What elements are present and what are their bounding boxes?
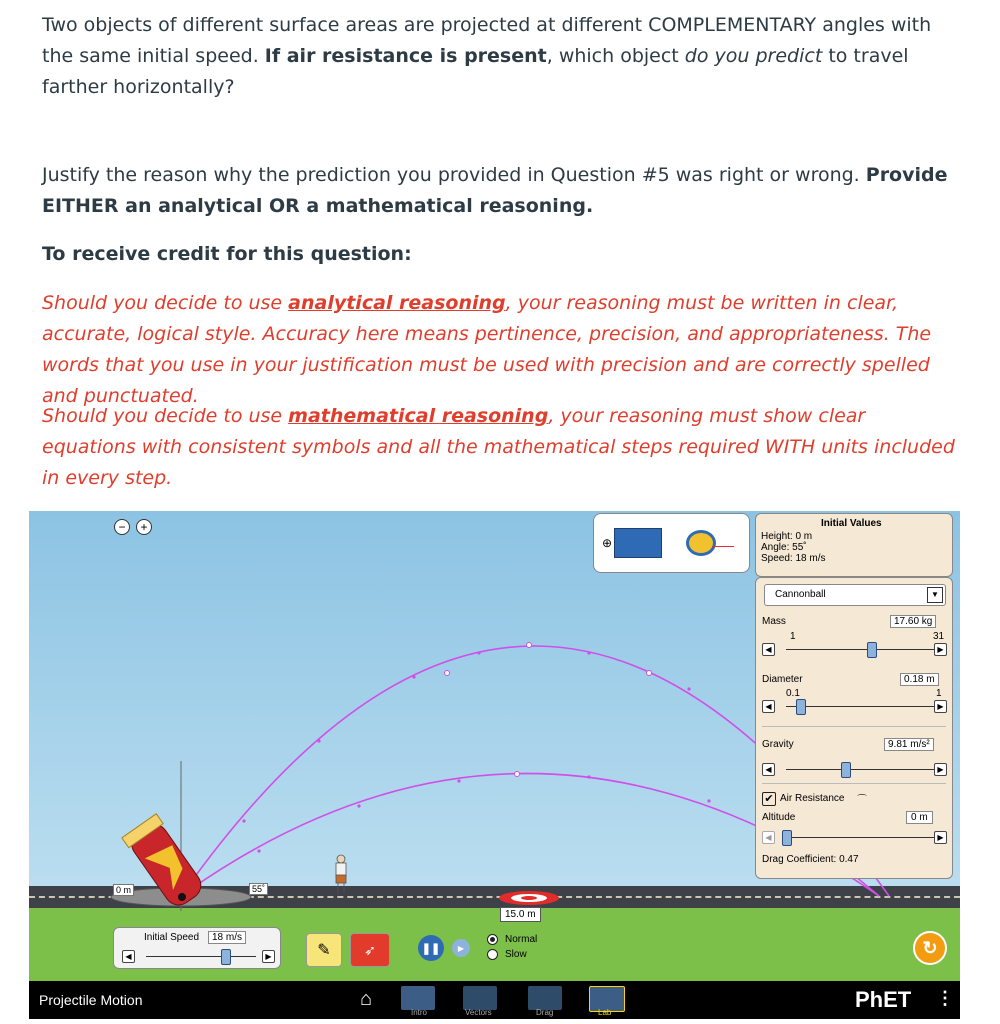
fire-button[interactable] (350, 933, 390, 967)
phet-logo[interactable]: PhET (855, 987, 912, 1012)
speed-slider-thumb[interactable] (221, 949, 231, 965)
mathematical-text: , your reasoning must show clear equations with consistent symbols and all the mathematical steps required WITH units included in every step. (42, 405, 955, 489)
reset-icon: ↻ (922, 937, 938, 958)
target-distance-label: 15.0 m (500, 907, 541, 922)
nav-intro-label: Intro (411, 1008, 428, 1017)
radio-slow-label: Slow (505, 949, 527, 960)
mathematical-text: Should you decide to use (42, 405, 289, 427)
speed-decrement-button[interactable]: ◀ (122, 950, 135, 963)
altitude-increment-button[interactable]: ▶ (934, 831, 947, 844)
zoom-in-icon[interactable]: + (136, 519, 152, 535)
trajectory-dot (707, 799, 710, 802)
diameter-slider-thumb[interactable] (796, 699, 806, 715)
radio-normal[interactable] (487, 934, 498, 945)
projectile-select[interactable] (764, 584, 946, 606)
nav-drag-label: Drag (536, 1008, 554, 1017)
trajectory-dot (357, 804, 360, 807)
projectile-motion-sim (29, 511, 960, 1019)
person-figure (336, 855, 346, 893)
trajectory-marker (445, 671, 450, 676)
diameter-value: 0.18 m (900, 673, 939, 686)
nav-lab-label: Lab (598, 1008, 612, 1017)
altitude-slider-track[interactable] (786, 837, 940, 838)
question-paragraph (42, 10, 962, 103)
analytical-text: Should you decide to use (42, 292, 289, 314)
trajectory-dot (477, 651, 480, 654)
mass-label: Mass (762, 616, 786, 627)
gravity-slider-track[interactable] (786, 769, 940, 770)
mass-slider-track[interactable] (786, 649, 940, 650)
analytical-bold: analytical reasoning (288, 292, 506, 314)
nav-vectors-button[interactable] (463, 986, 497, 1010)
mass-increment-button[interactable]: ▶ (934, 643, 947, 656)
speed-increment-button[interactable]: ▶ (262, 950, 275, 963)
diameter-label: Diameter (762, 674, 803, 685)
initial-speed: Speed: 18 m/s (761, 553, 826, 564)
air-resistance-label: Air Resistance (780, 793, 845, 804)
nav-intro-button[interactable] (401, 986, 435, 1010)
question-italic-text: do you predict (684, 45, 823, 67)
altitude-slider-thumb[interactable] (782, 830, 792, 846)
cannon-icon: ➶ (364, 941, 376, 958)
nav-vectors-label: Vectors (465, 1008, 492, 1017)
question-text: Two objects of different surface areas are projected at different COMPLEMENTARY angles with the same initial speed. (42, 14, 932, 67)
pause-icon: ❚❚ (421, 942, 441, 955)
analytical-instructions (42, 288, 962, 412)
menu-icon[interactable]: ⋮ (936, 988, 954, 1008)
question-bold-text: If air resistance is present (264, 45, 547, 67)
mass-decrement-button[interactable]: ◀ (762, 643, 775, 656)
question-text: , which object (546, 45, 685, 67)
app-title: Projectile Motion (39, 992, 143, 1008)
trajectory-dot (687, 687, 690, 690)
trajectory-dot (242, 819, 245, 822)
diameter-max: 1 (936, 688, 942, 699)
analytical-text: , your reasoning must be written in clear, accurate, logical style. Accuracy here means pertinence, precision, and appropriateness. The words that you use in your justification must be used with precision and are correctly spelled and punctuated. (42, 292, 932, 407)
trajectory-marker (527, 643, 532, 648)
home-icon[interactable]: ⌂ (360, 988, 373, 1010)
tape-measure-icon[interactable] (686, 530, 716, 556)
gravity-increment-button[interactable]: ▶ (934, 763, 947, 776)
gravity-decrement-button[interactable]: ◀ (762, 763, 775, 776)
projectile-select-value: Cannonball (775, 589, 826, 600)
target-center (521, 896, 537, 900)
altitude-value: 0 m (906, 811, 933, 824)
air-resistance-checkbox[interactable]: ✔ (762, 792, 776, 806)
reset-all-button[interactable] (913, 931, 947, 965)
trajectory-dot (587, 775, 590, 778)
eraser-icon: ✎ (317, 942, 331, 959)
initial-values-title: Initial Values (821, 518, 882, 529)
gravity-slider-thumb[interactable] (841, 762, 851, 778)
divider (762, 726, 946, 727)
air-drag-icon: ⌒ (857, 795, 867, 806)
justify-bold-text: Provide EITHER an analytical OR a mathematical reasoning. (42, 164, 948, 217)
trajectory-dot (257, 849, 260, 852)
eraser-button[interactable] (306, 933, 342, 967)
initial-speed-panel (113, 927, 281, 969)
tape-measure-tape (712, 546, 734, 547)
crosshair-icon[interactable]: ⊕ (602, 536, 613, 550)
radio-normal-dot (490, 937, 495, 942)
trajectory-marker (515, 772, 520, 777)
drag-coefficient-label: Drag Coefficient: 0.47 (762, 854, 859, 865)
gravity-value: 9.81 m/s² (884, 738, 934, 751)
mass-slider-thumb[interactable] (867, 642, 877, 658)
zoom-out-icon[interactable]: − (114, 519, 130, 535)
altitude-decrement-button[interactable]: ◀ (762, 831, 775, 844)
diameter-decrement-button[interactable]: ◀ (762, 700, 775, 713)
diameter-increment-button[interactable]: ▶ (934, 700, 947, 713)
initial-values-panel (755, 513, 953, 577)
initial-speed-value: 18 m/s (208, 931, 246, 944)
step-button[interactable] (452, 939, 470, 957)
radio-normal-label: Normal (505, 934, 538, 945)
mass-value: 17.60 kg (890, 615, 936, 628)
chevron-down-icon[interactable]: ▼ (927, 587, 943, 603)
mass-max: 31 (933, 631, 945, 642)
pause-button[interactable] (418, 935, 444, 961)
justify-paragraph (42, 160, 962, 222)
diameter-slider-track[interactable] (786, 706, 940, 707)
trajectory-dot (457, 779, 460, 782)
justify-text: Justify the reason why the prediction you provided in Question #5 was right or wrong. (42, 164, 866, 186)
navigation-bar (29, 981, 960, 1019)
altitude-label: Altitude (762, 812, 796, 823)
gravity-label: Gravity (762, 739, 794, 750)
nav-drag-button[interactable] (528, 986, 562, 1010)
initial-angle: Angle: 55˚ (761, 542, 807, 553)
credit-heading: To receive credit for this question: (42, 243, 412, 265)
projectile-control-panel (755, 577, 953, 879)
question-text: to travel farther horizontally? (42, 45, 909, 98)
tools-panel (593, 513, 750, 573)
angle-marker: 55˚ (249, 883, 268, 895)
cannon-pivot (178, 893, 186, 901)
trajectory-dot (412, 675, 415, 678)
mathematical-instructions (42, 401, 962, 494)
height-marker[interactable]: 0 m (113, 884, 134, 896)
data-probe-icon[interactable] (614, 528, 662, 558)
step-icon: ▶ (457, 943, 465, 953)
mass-min: 1 (790, 631, 796, 642)
divider (762, 783, 946, 784)
mathematical-bold: mathematical reasoning (288, 405, 549, 427)
initial-height: Height: 0 m (761, 531, 813, 542)
diameter-min: 0.1 (786, 688, 800, 699)
trajectory-dot (587, 651, 590, 654)
trajectory-dot (317, 739, 320, 742)
trajectory-marker (647, 671, 652, 676)
radio-slow[interactable] (487, 949, 498, 960)
initial-speed-label: Initial Speed (144, 932, 200, 943)
speed-slider-track[interactable] (146, 956, 256, 957)
